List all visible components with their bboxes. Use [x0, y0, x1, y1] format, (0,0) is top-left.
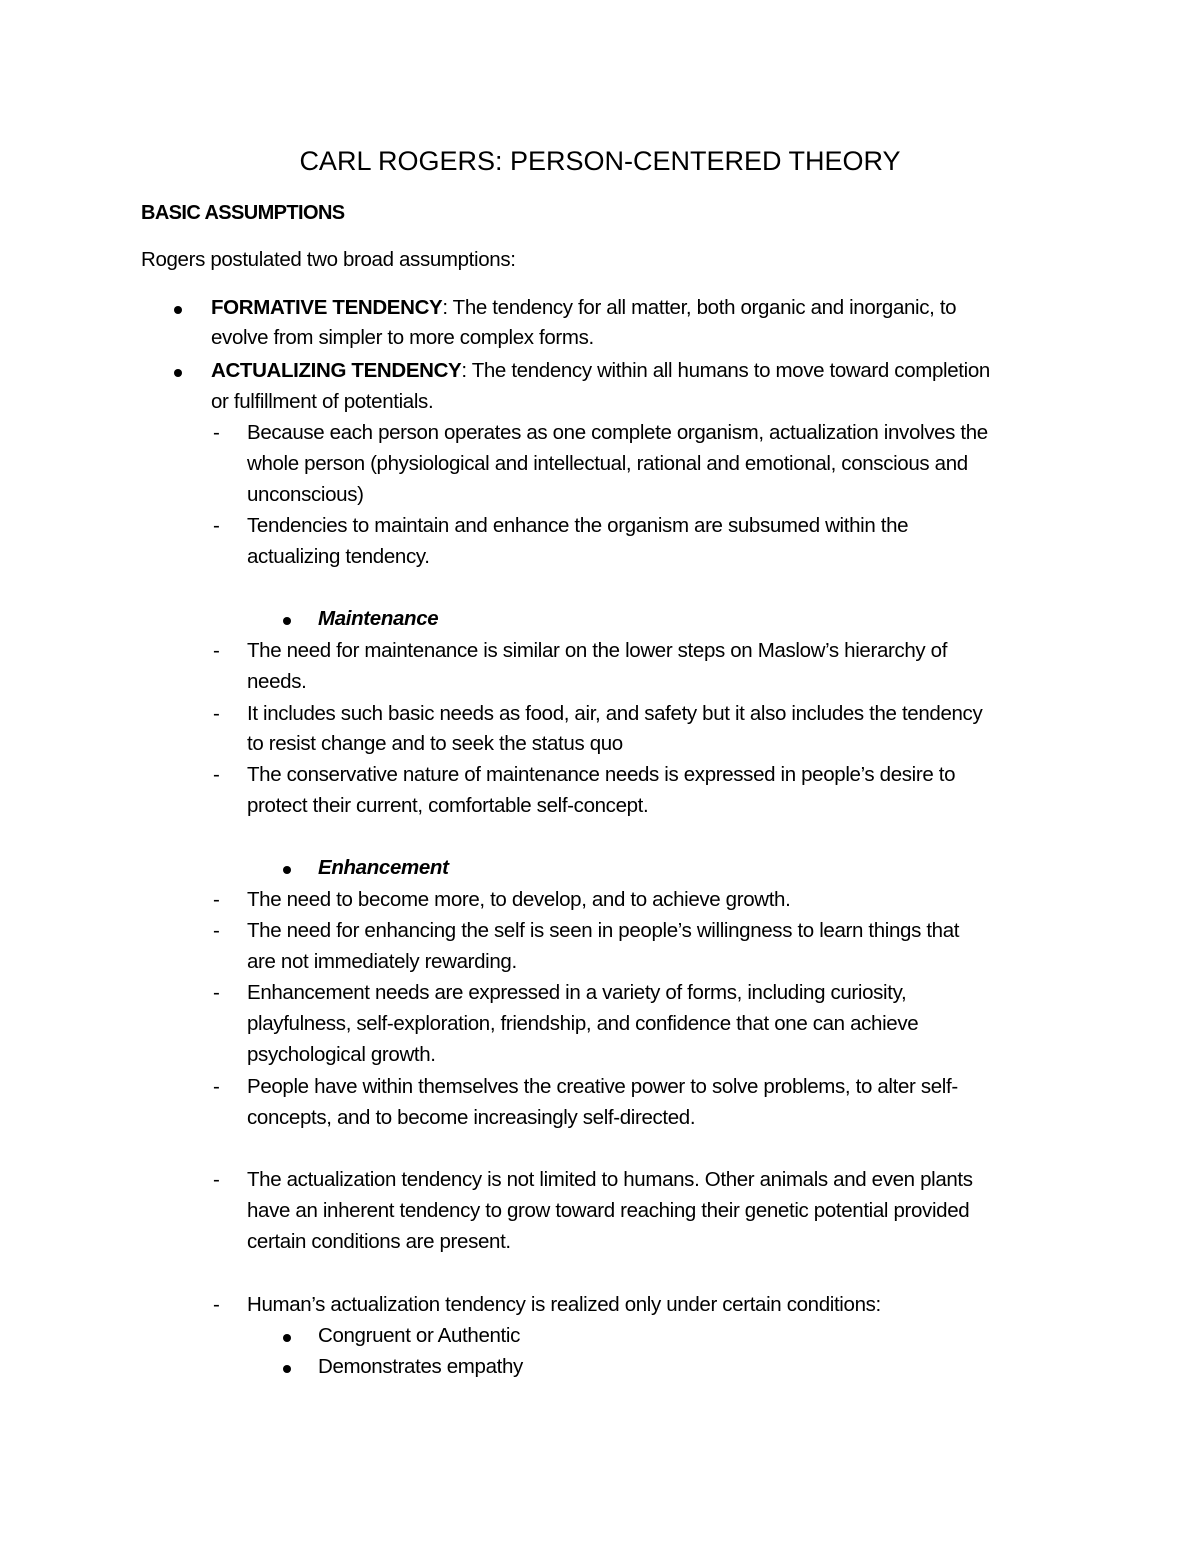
dash-marker: - [213, 763, 220, 786]
actualizing-line-2: or fulfillment of potentials. [211, 390, 434, 413]
dash-marker: - [213, 702, 220, 725]
actualizing-point-1-line-1: Because each person operates as one complete organism, actualization involves the [247, 421, 988, 444]
actualizing-term: ACTUALIZING TENDENCY [211, 359, 462, 382]
actualizing-point-2-line-2: actualizing tendency. [247, 545, 430, 568]
other-organisms-line-3: certain conditions are present. [247, 1230, 511, 1253]
enhancement-heading: Enhancement [318, 856, 449, 879]
actualizing-point-1-line-2: whole person (physiological and intellectual, rational and emotional, conscious and [247, 452, 968, 475]
intro-paragraph: Rogers postulated two broad assumptions: [141, 248, 516, 271]
bullet-icon [174, 369, 182, 377]
bullet-icon [283, 1334, 291, 1342]
bullet-icon [283, 866, 291, 874]
dash-marker: - [213, 1075, 220, 1098]
enhancement-point-2-line-1: The need for enhancing the self is seen in people’s willingness to learn things that [247, 919, 960, 942]
formative-term: FORMATIVE TENDENCY [211, 296, 443, 319]
dash-marker: - [213, 639, 220, 662]
enhancement-point-4-line-2: concepts, and to become increasingly self-directed. [247, 1106, 696, 1129]
enhancement-point-3-line-2: playfulness, self-exploration, friendship, and confidence that one can achieve [247, 1012, 919, 1035]
dash-marker: - [213, 888, 220, 911]
other-organisms-line-2: have an inherent tendency to grow toward reaching their genetic potential provided [247, 1199, 970, 1222]
enhancement-point-4-line-1: People have within themselves the creative power to solve problems, to alter self- [247, 1075, 958, 1098]
enhancement-point-2-line-2: are not immediately rewarding. [247, 950, 517, 973]
bullet-icon [283, 1365, 291, 1373]
actualizing-line-1 [211, 359, 990, 383]
bullet-icon [283, 617, 291, 625]
dash-marker: - [213, 514, 220, 537]
dash-marker: - [213, 421, 220, 444]
enhancement-point-3-line-1: Enhancement needs are expressed in a variety of forms, including curiosity, [247, 981, 907, 1004]
maintenance-point-3-line-1: The conservative nature of maintenance needs is expressed in people’s desire to [247, 763, 956, 786]
dash-marker: - [213, 919, 220, 942]
enhancement-point-3-line-3: psychological growth. [247, 1043, 436, 1066]
conditions-intro: Human’s actualization tendency is realized only under certain conditions: [247, 1293, 881, 1316]
actualizing-point-2-line-1: Tendencies to maintain and enhance the organism are subsumed within the [247, 514, 909, 537]
condition-item-1: Congruent or Authentic [318, 1324, 520, 1347]
other-organisms-line-1: The actualization tendency is not limited to humans. Other animals and even plants [247, 1168, 973, 1191]
formative-line-2: evolve from simpler to more complex forms. [211, 326, 594, 349]
condition-item-2: Demonstrates empathy [318, 1355, 523, 1378]
maintenance-heading: Maintenance [318, 607, 439, 630]
dash-marker: - [213, 1293, 220, 1316]
page-title: CARL ROGERS: PERSON-CENTERED THEORY [299, 146, 901, 176]
maintenance-point-1-line-1: The need for maintenance is similar on the lower steps on Maslow’s hierarchy of [247, 639, 948, 662]
formative-text: : The tendency for all matter, both organic and inorganic, to [442, 296, 957, 319]
dash-marker: - [213, 1168, 220, 1191]
maintenance-point-2-line-2: to resist change and to seek the status quo [247, 732, 623, 755]
formative-line-1 [211, 296, 956, 320]
dash-marker: - [213, 981, 220, 1004]
actualizing-text: : The tendency within all humans to move toward completion [461, 359, 990, 382]
maintenance-point-1-line-2: needs. [247, 670, 307, 693]
enhancement-point-1-line-1: The need to become more, to develop, and to achieve growth. [247, 888, 791, 911]
maintenance-point-2-line-1: It includes such basic needs as food, air, and safety but it also includes the tendency [247, 702, 983, 725]
maintenance-point-3-line-2: protect their current, comfortable self-concept. [247, 794, 649, 817]
section-heading: BASIC ASSUMPTIONS [141, 202, 345, 224]
actualizing-point-1-line-3: unconscious) [247, 483, 364, 506]
bullet-icon [174, 306, 182, 314]
